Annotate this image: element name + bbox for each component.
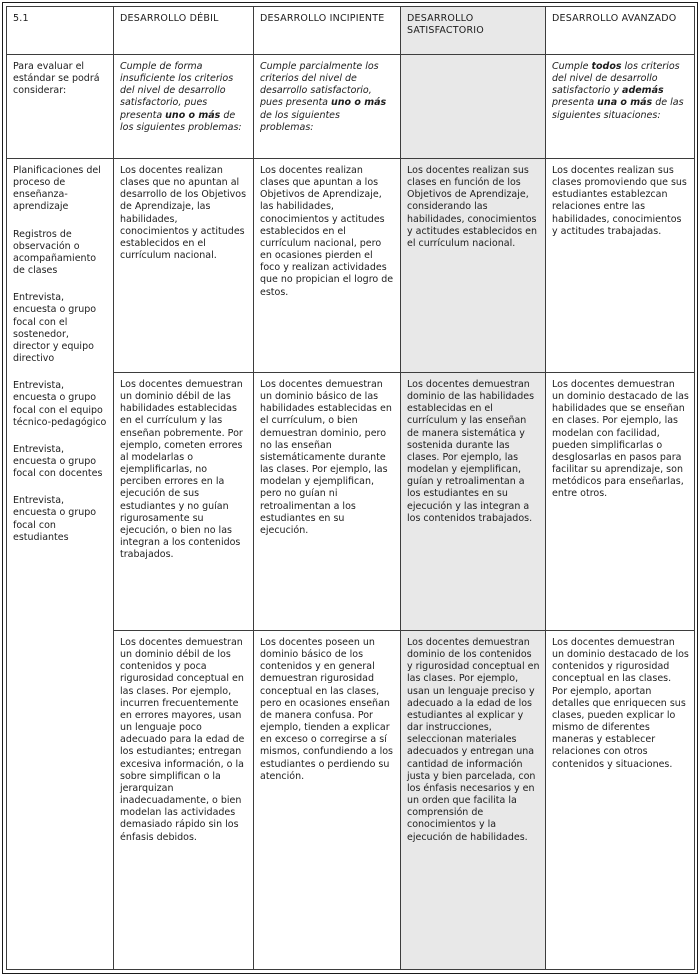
intro-text: presenta: [552, 97, 598, 109]
intro-bold: una o más: [597, 97, 653, 109]
intro-text: Cumple de forma insuficiente los criterios del nivel de desarrollo satisfactorio, pues presenta: [120, 61, 234, 121]
criteria-contenidos-satisfactorio: Los docentes demuestran dominio de los contenidos y rigurosidad conceptual en las clases. Por ejemplo, usan un lenguaje preciso y adecuado a la edad de los estudiantes al explicar y dar instrucciones, seleccionan materiales adecuados y entregan una cantidad de información justa y bien parcelada, con los énfasis necesarios y en un orden que facilita la comprensión de conocimientos y la ejecución de habilidades.: [401, 631, 546, 970]
intro-satisfactorio-cell-empty: [401, 55, 546, 159]
source-item-entrevista-estudiantes: Entrevista, encuesta o grupo focal con estudiantes: [13, 495, 97, 543]
evaluation-note-cell: Para evaluar el estándar se podrá considerar:: [7, 55, 114, 159]
rubric-page: [2, 2, 698, 974]
criteria-contenidos-debil: Los docentes demuestran un dominio débil de los contenidos y poca rigurosidad conceptual en las clases. Por ejemplo, incurren frecuentemente en errores mayores, usan un lenguaje poco adecuado para la edad de los estudiantes; entregan excesiva información, o la sobre simplifican o la jerarquizan inadecuadamente, o bien modelan las actividades demasiado rápido sin los énfasis debidos.: [114, 631, 254, 970]
intro-bold: uno o más: [331, 97, 387, 109]
criteria-objetivos-incipiente: Los docentes realizan clases que apuntan a los Objetivos de Aprendizaje, las habilidades, conocimientos y actitudes establecidos en el currículum nacional, pero en ocasiones pierden el foco y realizan actividades que no propician el logro de estos.: [254, 159, 401, 373]
criteria-objetivos-satisfactorio: Los docentes realizan sus clases en función de los Objetivos de Aprendizaje, considerando las habilidades, conocimientos y actitudes establecidos en el currículum nacional.: [401, 159, 546, 373]
criteria-objetivos-avanzado: Los docentes realizan sus clases promoviendo que sus estudiantes establezcan relaciones entre las habilidades, conocimientos y actitudes trabajadas.: [546, 159, 695, 373]
intro-bold: además: [622, 85, 664, 97]
criteria-habilidades-satisfactorio: Los docentes demuestran dominio de las habilidades establecidas en el currículum y las enseñan de manera sistemática y sostenida durante las clases. Por ejemplo, las modelan y ejemplifican, guían y retroalimentan a los estudiantes en su ejecución y las integran a los contenidos trabajados.: [401, 373, 546, 631]
criteria-contenidos-incipiente: Los docentes poseen un dominio básico de los contenidos y en general demuestran rigurosidad conceptual en las clases, pero en ocasiones enseñan de manera confusa. Por ejemplo, tienden a explicar en exceso o corregirse a sí mismos, confundiendo a los estudiantes o perdiendo su atención.: [254, 631, 401, 970]
header-desarrollo-debil: DESARROLLO DÉBIL: [114, 7, 254, 55]
header-row: [7, 7, 695, 55]
criteria-habilidades-incipiente: Los docentes demuestran un dominio básico de las habilidades establecidas en el currículum, o bien demuestran dominio, pero no las enseñan sistemáticamente durante las clases. Por ejemplo, las modelan y ejemplifican, pero no guían ni retroalimentan a los estudiantes en su ejecución.: [254, 373, 401, 631]
intro-incipiente-cell: [254, 55, 401, 159]
criteria-contenidos-avanzado: Los docentes demuestran un dominio destacado de los contenidos y rigurosidad conceptual en las clases. Por ejemplo, aportan detalles que enriquecen sus clases, pueden explicar lo mismo de diferentes maneras y establecer relaciones con otros contenidos y situaciones.: [546, 631, 695, 970]
intro-avanzado-cell: [546, 55, 695, 159]
criteria-row-objetivos: [7, 159, 695, 373]
intro-bold: uno o más: [165, 109, 221, 121]
source-item-entrevista-sostenedor: Entrevista, encuesta o grupo focal con el sostenedor, director y equipo directivo: [13, 292, 97, 365]
source-item-entrevista-docentes: Entrevista, encuesta o grupo focal con docentes: [13, 443, 103, 480]
header-desarrollo-incipiente: DESARROLLO INCIPIENTE: [254, 7, 401, 55]
criteria-habilidades-avanzado: Los docentes demuestran un dominio destacado de las habilidades que se enseñan en clases. Por ejemplo, las modelan con facilidad, pueden simplificarlas o desglosarlas en pasos para facilitar su aprendizaje, son metódicos para enseñarlas, entre otros.: [546, 373, 695, 631]
criteria-habilidades-debil: Los docentes demuestran un dominio débil de las habilidades establecidas en el currículum y las enseñan pobremente. Por ejemplo, cometen errores al modelarlas o ejemplificarlas, no perciben errores en la ejecución de sus estudiantes y no guían rigurosamente su ejecución, o bien no las integran a los contenidos trabajados.: [114, 373, 254, 631]
criteria-objetivos-debil: Los docentes realizan clases que no apuntan al desarrollo de los Objetivos de Aprendizaje, las habilidades, conocimientos y actitudes establecidos en el currículum nacional.: [114, 159, 254, 373]
intro-text: Cumple: [552, 61, 592, 72]
header-desarrollo-avanzado: DESARROLLO AVANZADO: [546, 7, 695, 55]
source-item-entrevista-tecnico: Entrevista, encuesta o grupo focal con el equipo técnico-pedagógico: [13, 380, 107, 428]
rubric-table: [6, 6, 695, 970]
evaluation-sources-cell: [7, 159, 114, 970]
header-desarrollo-satisfactorio: DESARROLLO SATISFACTORIO: [401, 7, 546, 55]
intro-text: de las siguientes situaciones:: [552, 97, 684, 121]
source-item-planificaciones: Planificaciones del proceso de enseñanza-aprendizaje: [13, 165, 101, 213]
intro-bold: todos: [591, 61, 622, 72]
standard-code: 5.1: [7, 7, 114, 55]
source-item-registros: Registros de observación o acompañamiento de clases: [13, 228, 97, 277]
intro-debil-cell: [114, 55, 254, 159]
intro-row: [7, 55, 695, 159]
intro-text: de los siguientes problemas:: [260, 109, 340, 133]
intro-text: los criterios del nivel de desarrollo satisfactorio y: [552, 61, 680, 97]
intro-text: Cumple parcialmente los criterios del nivel de desarrollo satisfactorio, pues presenta: [260, 61, 379, 109]
intro-text: de los siguientes problemas:: [120, 109, 242, 133]
